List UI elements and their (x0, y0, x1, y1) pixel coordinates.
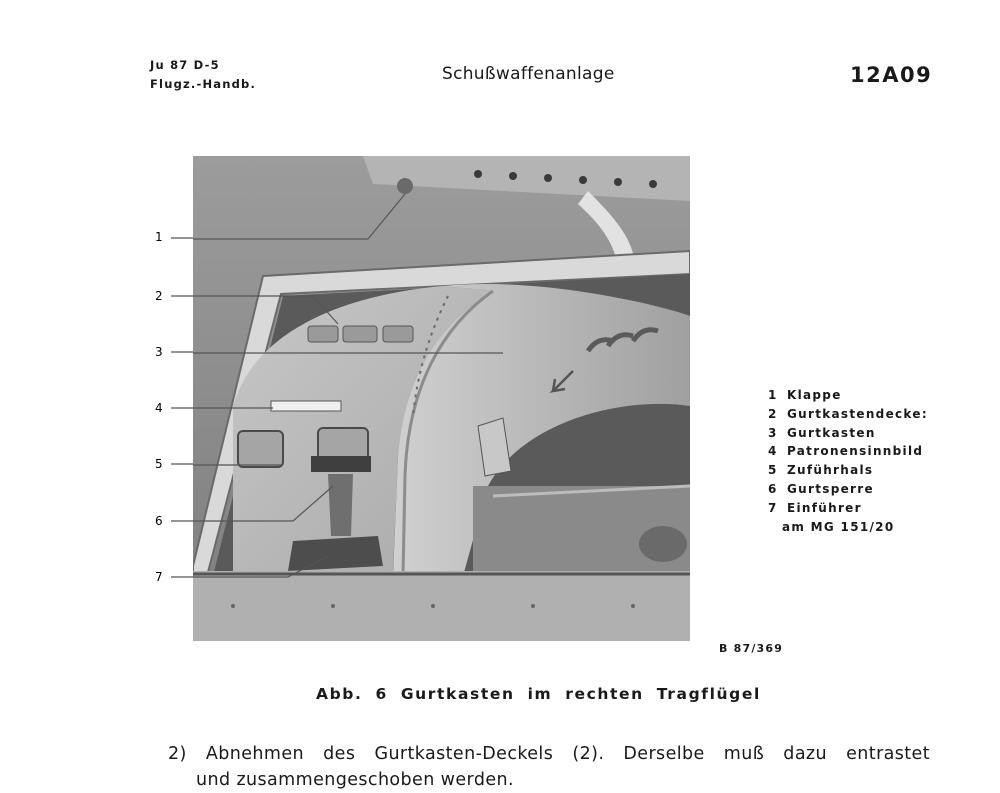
callout-number: 6 (155, 514, 163, 528)
wing-photo (193, 156, 690, 641)
body-line: und zusammengeschoben werden. (196, 770, 514, 790)
legend-continuation: am MG 151/20 (782, 519, 895, 534)
manual-name: Flugz.-Handb. (150, 77, 257, 91)
legend-item: 5 Zuführhals (768, 463, 874, 478)
legend-item: 1 Klappe (768, 388, 842, 402)
photo-reference: B 87/369 (719, 642, 784, 655)
page-title: Schußwaffenanlage (442, 64, 615, 84)
header-left (150, 56, 256, 94)
belt-box-illustration (193, 156, 690, 641)
callout-number: 1 (155, 230, 163, 244)
leader-lines (165, 150, 195, 590)
callout-number: 5 (155, 457, 163, 471)
aircraft-designation: Ju 87 D-5 (150, 58, 220, 72)
legend-item: 2 Gurtkastendecke: (768, 406, 928, 421)
callout-number: 4 (155, 401, 163, 415)
legend-item: 6 Gurtsperre (768, 481, 874, 496)
callout-number: 3 (155, 345, 163, 359)
callout-number: 2 (155, 289, 163, 303)
figure-legend (768, 386, 928, 536)
page-code: 12A09 (850, 63, 933, 87)
legend-item: 3 Gurtkasten (768, 425, 876, 440)
body-line: 2) Abnehmen des Gurtkasten-Deckels (2). Derselbe muß dazu entrastet (168, 744, 930, 764)
body-paragraph (168, 741, 930, 793)
legend-item: 7 Einführer (768, 500, 862, 515)
figure-caption: Abb. 6 Gurtkasten im rechten Tragflügel (316, 685, 761, 703)
legend-item: 4 Patronensinnbild (768, 444, 924, 459)
callout-number: 7 (155, 570, 163, 584)
